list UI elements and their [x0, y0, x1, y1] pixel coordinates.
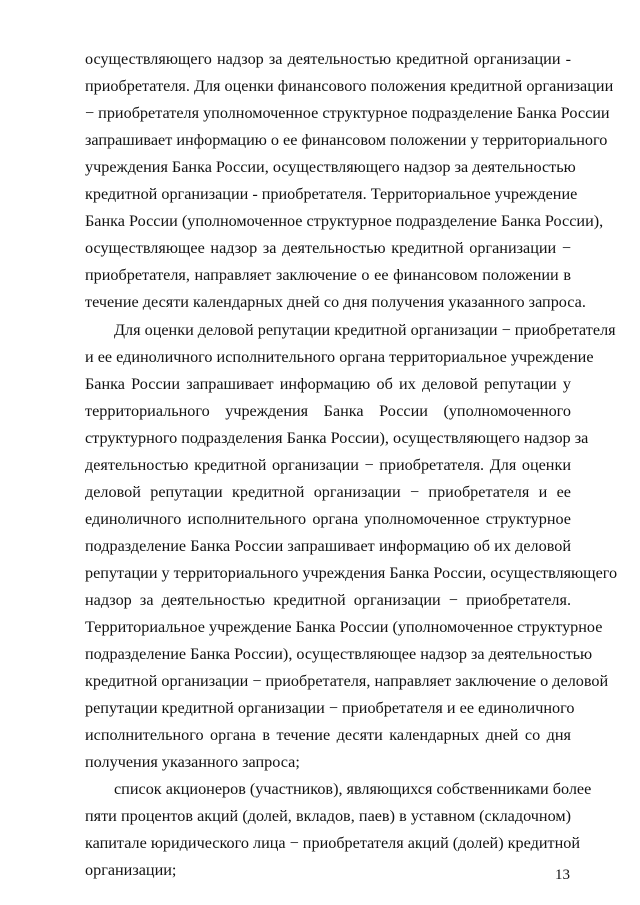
paragraph-2-line-12: Территориальное учреждение Банка России (уполномоченное структурное [85, 618, 603, 636]
paragraph-2-line-16: исполнительного органа в течение десяти календарных дней со дня [85, 726, 571, 744]
paragraph-3-line-2: пяти процентов акций (долей, вкладов, паев) в уставном (складочном) [85, 807, 571, 825]
paragraph-1-line-4: запрашивает информацию о ее финансовом положении у территориального [85, 131, 608, 149]
paragraph-1-line-2: приобретателя. Для оценки финансового положения кредитной организации [85, 77, 614, 95]
paragraph-2-line-2: и ее единоличного исполнительного органа территориальное учреждение [85, 348, 594, 366]
paragraph-1-line-9: приобретателя, направляет заключение о ее финансовом положении в [85, 266, 571, 284]
paragraph-2-line-11: надзор за деятельностью кредитной организации − приобретателя. [85, 591, 571, 609]
paragraph-2-line-17: получения указанного запроса; [85, 753, 300, 771]
paragraph-3-line-1: список акционеров (участников), являющихся собственниками более [114, 780, 592, 798]
page-number: 13 [555, 867, 570, 883]
paragraph-2-line-4: территориального учреждения Банка России (уполномоченного [85, 402, 571, 420]
paragraph-2-line-9: подразделение Банка России запрашивает информацию об их деловой [85, 537, 571, 555]
paragraph-2-line-5: структурного подразделения Банка России), осуществляющего надзор за [85, 429, 589, 447]
paragraph-1-line-6: кредитной организации - приобретателя. Территориальное учреждение [85, 185, 578, 203]
paragraph-2-line-6: деятельностью кредитной организации − приобретателя. Для оценки [85, 456, 571, 474]
paragraph-2-line-14: кредитной организации − приобретателя, направляет заключение о деловой [85, 672, 609, 690]
paragraph-2-line-13: подразделение Банка России), осуществляющее надзор за деятельностью [85, 645, 593, 663]
paragraph-2-line-3: Банка России запрашивает информацию об их деловой репутации у [85, 375, 571, 393]
paragraph-1-line-10: течение десяти календарных дней со дня получения указанного запроса. [85, 293, 586, 311]
paragraph-1-line-5: учреждения Банка России, осуществляющего надзор за деятельностью [85, 158, 576, 176]
paragraph-2-line-8: единоличного исполнительного органа уполномоченное структурное [85, 510, 571, 528]
paragraph-1-line-1: осуществляющего надзор за деятельностью кредитной организации - [85, 50, 571, 68]
paragraph-2-line-7: деловой репутации кредитной организации − приобретателя и ее [85, 483, 571, 501]
paragraph-1-line-8: осуществляющее надзор за деятельностью кредитной организации − [85, 239, 571, 257]
paragraph-3-line-4: организации; [85, 861, 177, 879]
paragraph-1-line-7: Банка России (уполномоченное структурное подразделение Банка России), [85, 212, 604, 230]
paragraph-3-line-3: капитале юридического лица − приобретателя акций (долей) кредитной [85, 834, 580, 852]
paragraph-2-line-10: репутации у территориального учреждения Банка России, осуществляющего [85, 564, 618, 582]
paragraph-1-line-3: − приобретателя уполномоченное структурное подразделение Банка России [85, 104, 610, 122]
paragraph-2-line-1: Для оценки деловой репутации кредитной организации − приобретателя [114, 321, 616, 339]
paragraph-2-line-15: репутации кредитной организации − приобретателя и ее единоличного [85, 699, 575, 717]
